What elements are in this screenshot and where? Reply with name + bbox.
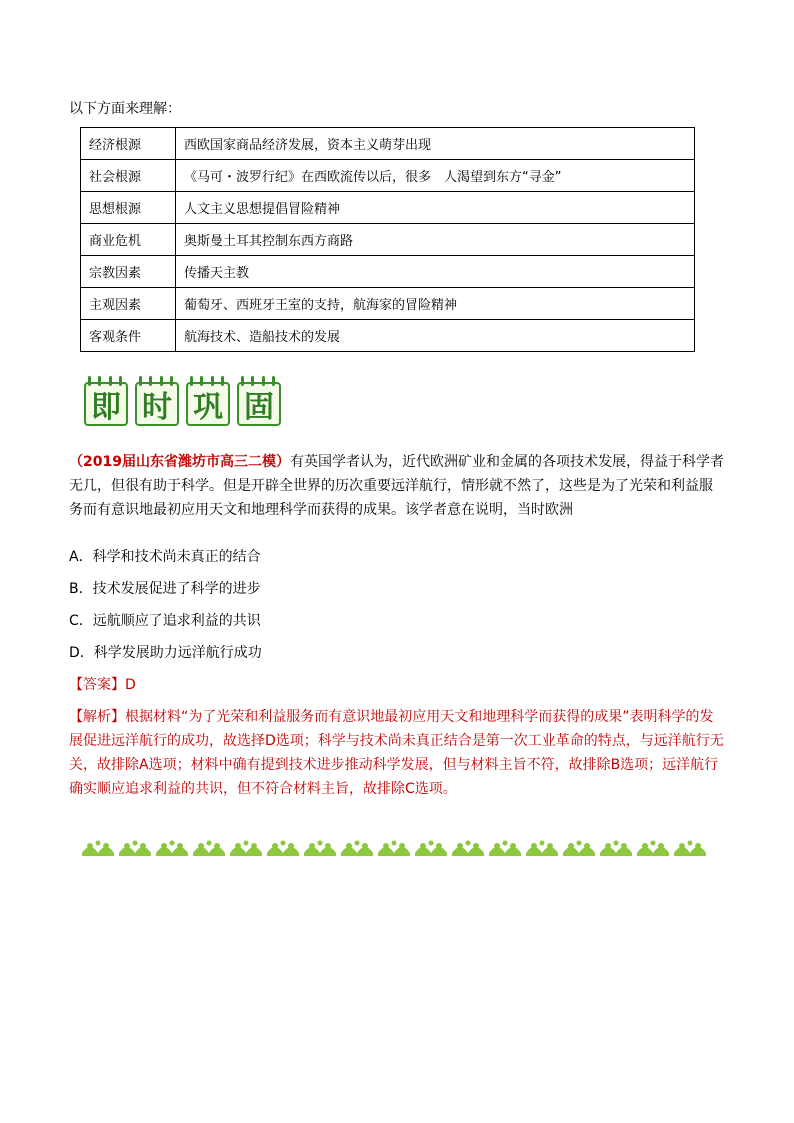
stamp-char: 即: [91, 390, 121, 425]
row-value: 人文主义思想提倡冒险精神: [176, 192, 695, 224]
question-text: 有英国学者认为，近代欧洲矿业和金属的各项技术发展，得益于科学者无几，但很有助于科学。但是开辟全世界的历次重要远洋航行，情形就不然了，这些是为了光荣和利益服务而有意识地最初应用天文和地理科学而获得的成果。该学者意在说明，当时欧洲: [69, 454, 724, 518]
stamp-char: 时: [142, 390, 172, 425]
row-key: 主观因素: [81, 288, 176, 320]
reasons-table: [80, 127, 695, 352]
row-key: 商业危机: [81, 224, 176, 256]
table-row: [81, 128, 695, 160]
option-b: B．技术发展促进了科学的进步: [69, 581, 261, 597]
row-value: 西欧国家商品经济发展，资本主义萌芽出现: [176, 128, 695, 160]
notepad-stamp: [133, 376, 179, 426]
notepad-stamp: [184, 376, 230, 426]
table-row: [81, 320, 695, 352]
row-value: 传播天主教: [176, 256, 695, 288]
row-key: 思想根源: [81, 192, 176, 224]
row-key: 经济根源: [81, 128, 176, 160]
question-stem: [69, 450, 725, 522]
option-c: C．远航顺应了追求利益的共识: [69, 613, 261, 629]
notepad-stamp: [82, 376, 128, 426]
notepad-stamp: [235, 376, 281, 426]
floral-ornament-icon: [80, 839, 714, 859]
answer-line: 【答案】D: [69, 677, 136, 693]
row-value: 葡萄牙、西班牙王室的支持，航海家的冒险精神: [176, 288, 695, 320]
row-key: 社会根源: [81, 160, 176, 192]
table-row: [81, 256, 695, 288]
section-heading-stamps: [82, 376, 281, 426]
question-source: （2019届山东省潍坊市高三二模）: [69, 454, 290, 470]
table-row: [81, 224, 695, 256]
option-d: D．科学发展助力远洋航行成功: [69, 645, 262, 661]
table-row: [81, 192, 695, 224]
table-row: [81, 288, 695, 320]
row-value: 奥斯曼土耳其控制东西方商路: [176, 224, 695, 256]
row-value: 《马可・波罗行纪》在西欧流传以后，很多 人渴望到东方“寻金”: [176, 160, 695, 192]
stamp-char: 固: [244, 390, 274, 425]
row-key: 客观条件: [81, 320, 176, 352]
stamp-char: 巩: [193, 390, 223, 425]
row-value: 航海技术、造船技术的发展: [176, 320, 695, 352]
option-a: A．科学和技术尚未真正的结合: [69, 549, 261, 565]
intro-text: 以下方面来理解：: [69, 101, 181, 117]
row-key: 宗教因素: [81, 256, 176, 288]
analysis-paragraph: 【解析】根据材料“为了光荣和利益服务而有意识地最初应用天文和地理科学而获得的成果”表明科学的发展促进远洋航行的成功，故选择D选项；科学与技术尚未真正结合是第一次工业革命的特点，与远洋航行无关，故排除A选项；材料中确有提到技术进步推动科学发展，但与材料主旨不符，故排除B选项；远洋航行确实顺应追求利益的共识，但不符合材料主旨，故排除C选项。: [69, 709, 724, 797]
table-row: [81, 160, 695, 192]
